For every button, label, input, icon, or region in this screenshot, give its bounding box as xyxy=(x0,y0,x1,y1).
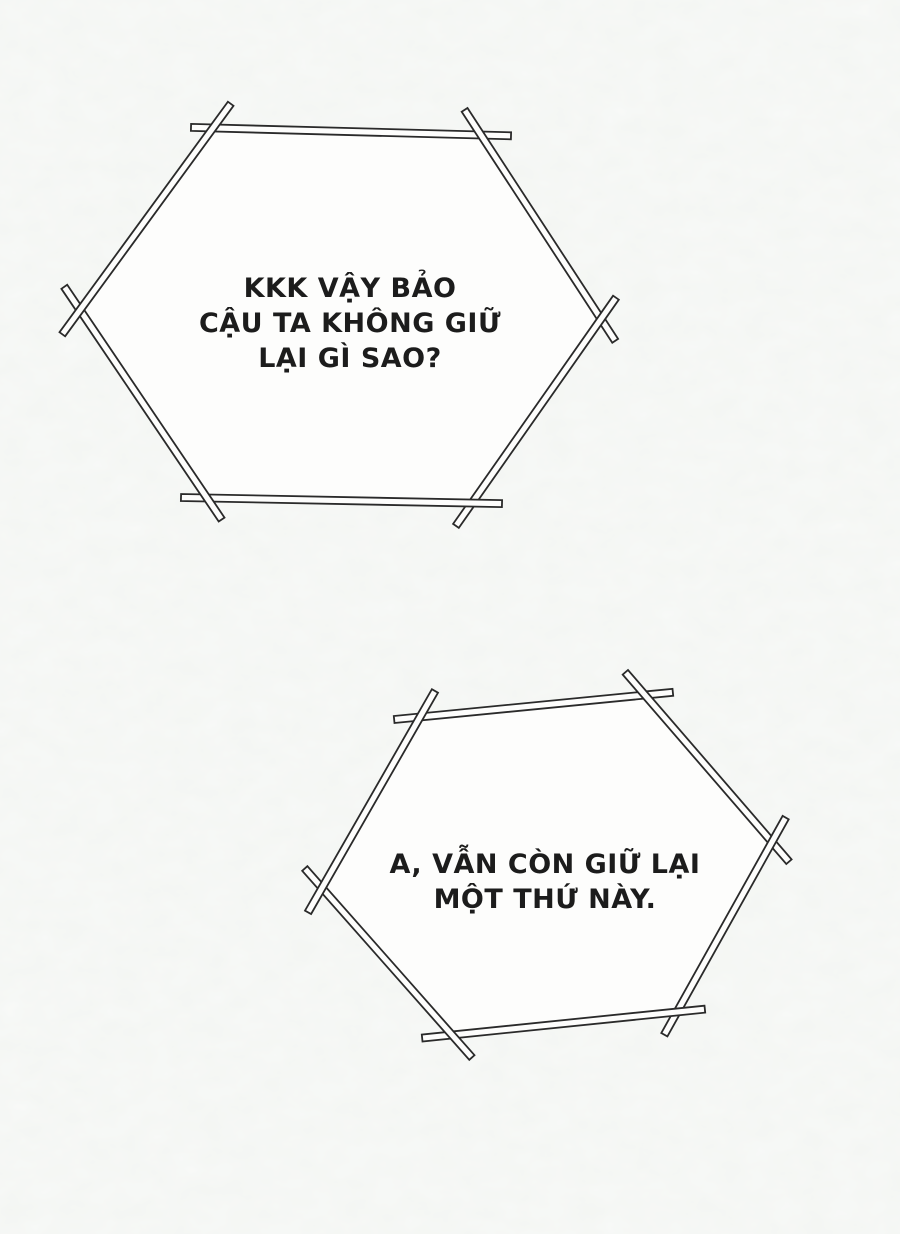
speech-text-line: LẠI GÌ SAO? xyxy=(258,343,442,374)
speech-bubble-1-text xyxy=(160,271,540,376)
speech-text-line: KKK VẬY BẢO xyxy=(243,273,457,304)
speech-text-line: A, VẪN CÒN GIỮ LẠI xyxy=(389,849,701,880)
speech-text-line: CẬU TA KHÔNG GIỮ xyxy=(198,308,502,339)
speech-bubble-2-text xyxy=(355,847,735,917)
speech-text-line: MỘT THỨ NÀY. xyxy=(433,884,657,915)
